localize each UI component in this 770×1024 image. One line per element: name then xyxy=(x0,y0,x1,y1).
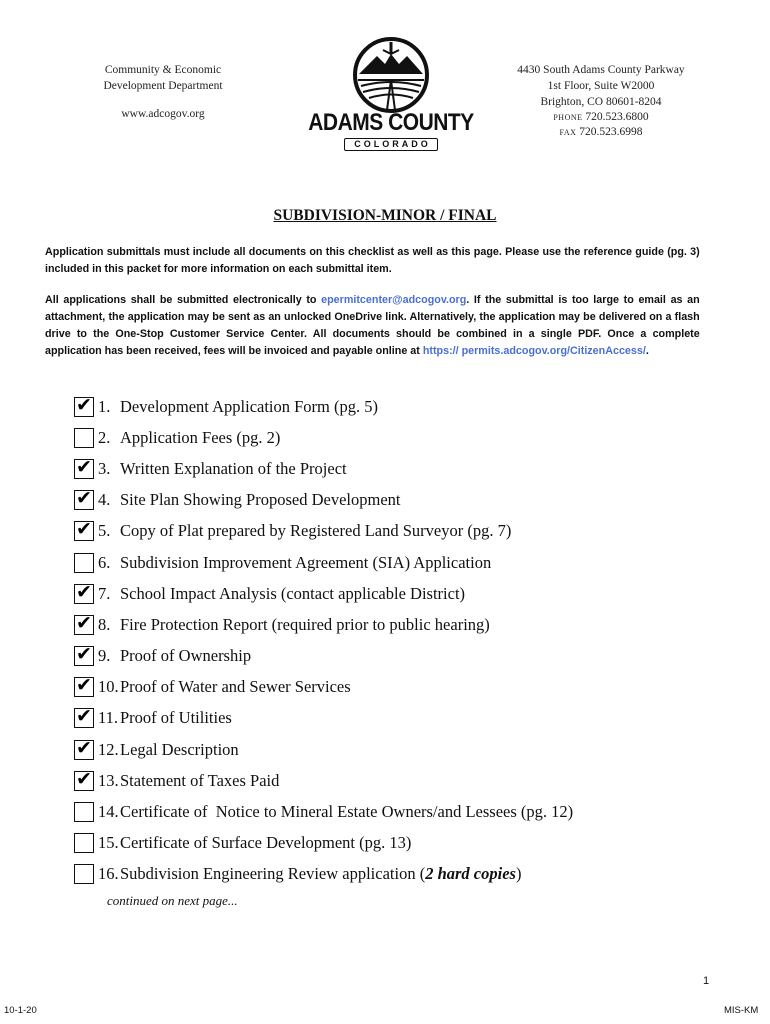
checkbox[interactable] xyxy=(74,864,94,884)
checkbox[interactable] xyxy=(74,615,94,635)
phone-line xyxy=(506,110,696,125)
item-label: Proof of Ownership xyxy=(120,646,252,666)
item-label: Subdivision Improvement Agreement (SIA) Application xyxy=(120,552,492,572)
item-label-emphasis: 2 hard copies xyxy=(425,864,516,884)
checkbox[interactable] xyxy=(74,397,94,417)
checkbox[interactable] xyxy=(74,584,94,604)
fax-number: 720.523.6998 xyxy=(579,126,643,138)
checkbox[interactable] xyxy=(74,677,94,697)
checklist-item xyxy=(74,703,573,734)
item-number: 13. xyxy=(98,770,119,790)
county-seal-icon xyxy=(345,36,437,114)
checklist-item xyxy=(74,609,573,640)
phone-label: PHONE xyxy=(553,113,583,122)
contact-info xyxy=(506,62,696,140)
item-number: 11. xyxy=(98,708,119,728)
item-number: 5. xyxy=(98,521,111,541)
paragraph-text: All applications shall be submitted electronically to xyxy=(45,294,322,306)
page-number: 1 xyxy=(703,975,710,987)
item-number: 4. xyxy=(98,490,111,510)
electronic-submission-instructions xyxy=(45,292,700,360)
checkbox[interactable] xyxy=(74,521,94,541)
form-code: MIS-KM xyxy=(724,1005,759,1016)
continued-note: continued on next page... xyxy=(107,893,238,908)
address-line-2: 1st Floor, Suite W2000 xyxy=(547,80,655,92)
paragraph-text: . xyxy=(645,345,649,357)
item-number: 1. xyxy=(98,396,111,416)
item-number: 14. xyxy=(98,802,119,822)
checkbox[interactable] xyxy=(74,428,94,448)
submittal-checklist xyxy=(74,391,573,890)
submittal-instructions: Application submittals must include all documents on this checklist as well as this page. Please use the reference guide (pg. 3) included in this packet for more information on each submittal item. xyxy=(45,246,700,275)
checklist-item xyxy=(74,453,573,484)
logo-state: COLORADO xyxy=(344,138,438,151)
checkbox[interactable] xyxy=(74,646,94,666)
checklist-item xyxy=(74,672,573,703)
item-label: Certificate of Notice to Mineral Estate Owners/and Lessees (pg. 12) xyxy=(120,802,574,822)
item-number: 9. xyxy=(98,646,111,666)
item-label: Proof of Water and Sewer Services xyxy=(120,677,351,697)
checkbox[interactable] xyxy=(74,490,94,510)
item-label: Site Plan Showing Proposed Development xyxy=(120,490,401,510)
checkbox[interactable] xyxy=(74,833,94,853)
item-label: School Impact Analysis (contact applicable District) xyxy=(120,583,466,603)
item-number: 16. xyxy=(98,864,119,884)
department-line-2: Development Department xyxy=(103,80,223,92)
item-number: 12. xyxy=(98,739,119,759)
checklist-item xyxy=(74,422,573,453)
item-label: Written Explanation of the Project xyxy=(120,458,347,478)
item-number: 2. xyxy=(98,427,111,447)
checklist-item xyxy=(74,828,573,859)
checklist-item xyxy=(74,485,573,516)
checkbox[interactable] xyxy=(74,708,94,728)
fax-label: FAX xyxy=(559,128,577,137)
item-label: Legal Description xyxy=(120,739,239,759)
item-number: 7. xyxy=(98,583,111,603)
checklist-item xyxy=(74,765,573,796)
checkbox[interactable] xyxy=(74,771,94,791)
item-label: Copy of Plat prepared by Registered Land Surveyor (pg. 7) xyxy=(120,521,512,541)
checklist-item xyxy=(74,796,573,827)
item-number: 3. xyxy=(98,458,111,478)
address-line-1: 4430 South Adams County Parkway xyxy=(517,64,685,76)
checklist-item xyxy=(74,641,573,672)
item-label: Certificate of Surface Development (pg. 13) xyxy=(120,833,412,853)
item-number: 15. xyxy=(98,833,119,853)
paragraph-text: . If the submittal is too large to email as an attachment, the application may be sent as an unlocked OneDrive link. Alternatively, the application may be delivered on a flash drive to the One-Stop Customer Service Center. All documents should be combined in a single PDF. Once a complete application has been received, fees will be invoiced and payable online at xyxy=(45,294,700,357)
item-label: Subdivision Engineering Review application ( xyxy=(120,864,426,884)
checklist-item xyxy=(74,578,573,609)
revision-date: 10-1-20 xyxy=(4,1005,37,1016)
item-label: Statement of Taxes Paid xyxy=(120,770,280,790)
checklist-item xyxy=(74,547,573,578)
item-number: 6. xyxy=(98,552,111,572)
item-label: Development Application Form (pg. 5) xyxy=(120,396,378,416)
adams-county-logo xyxy=(306,36,476,148)
address-line-3: Brighton, CO 80601-8204 xyxy=(540,96,662,108)
item-label: Application Fees (pg. 2) xyxy=(120,427,281,447)
checkbox[interactable] xyxy=(74,740,94,760)
checklist-item xyxy=(74,734,573,765)
checkbox[interactable] xyxy=(74,553,94,573)
email-link[interactable]: epermitcenter@adcogov.org xyxy=(321,294,467,306)
checkbox[interactable] xyxy=(74,802,94,822)
phone-number: 720.523.6800 xyxy=(585,111,649,123)
item-label-end: ) xyxy=(515,864,522,884)
page-title: SUBDIVISION-MINOR / FINAL xyxy=(273,207,497,224)
item-label: Fire Protection Report (required prior to public hearing) xyxy=(120,614,490,634)
checklist-item xyxy=(74,516,573,547)
fax-line xyxy=(506,125,696,140)
logo-name: ADAMS COUNTY xyxy=(308,109,474,136)
checklist-item xyxy=(74,859,573,890)
checkbox[interactable] xyxy=(74,459,94,479)
item-number: 10. xyxy=(98,677,119,697)
citizen-access-link[interactable]: https:// permits.adcogov.org/CitizenAccess/ xyxy=(422,345,646,357)
item-number: 8. xyxy=(98,614,111,634)
website-text: www.adcogov.org xyxy=(121,108,205,120)
item-label: Proof of Utilities xyxy=(120,708,232,728)
checklist-item xyxy=(74,391,573,422)
department-info xyxy=(88,62,238,122)
department-line-1: Community & Economic xyxy=(104,64,222,76)
